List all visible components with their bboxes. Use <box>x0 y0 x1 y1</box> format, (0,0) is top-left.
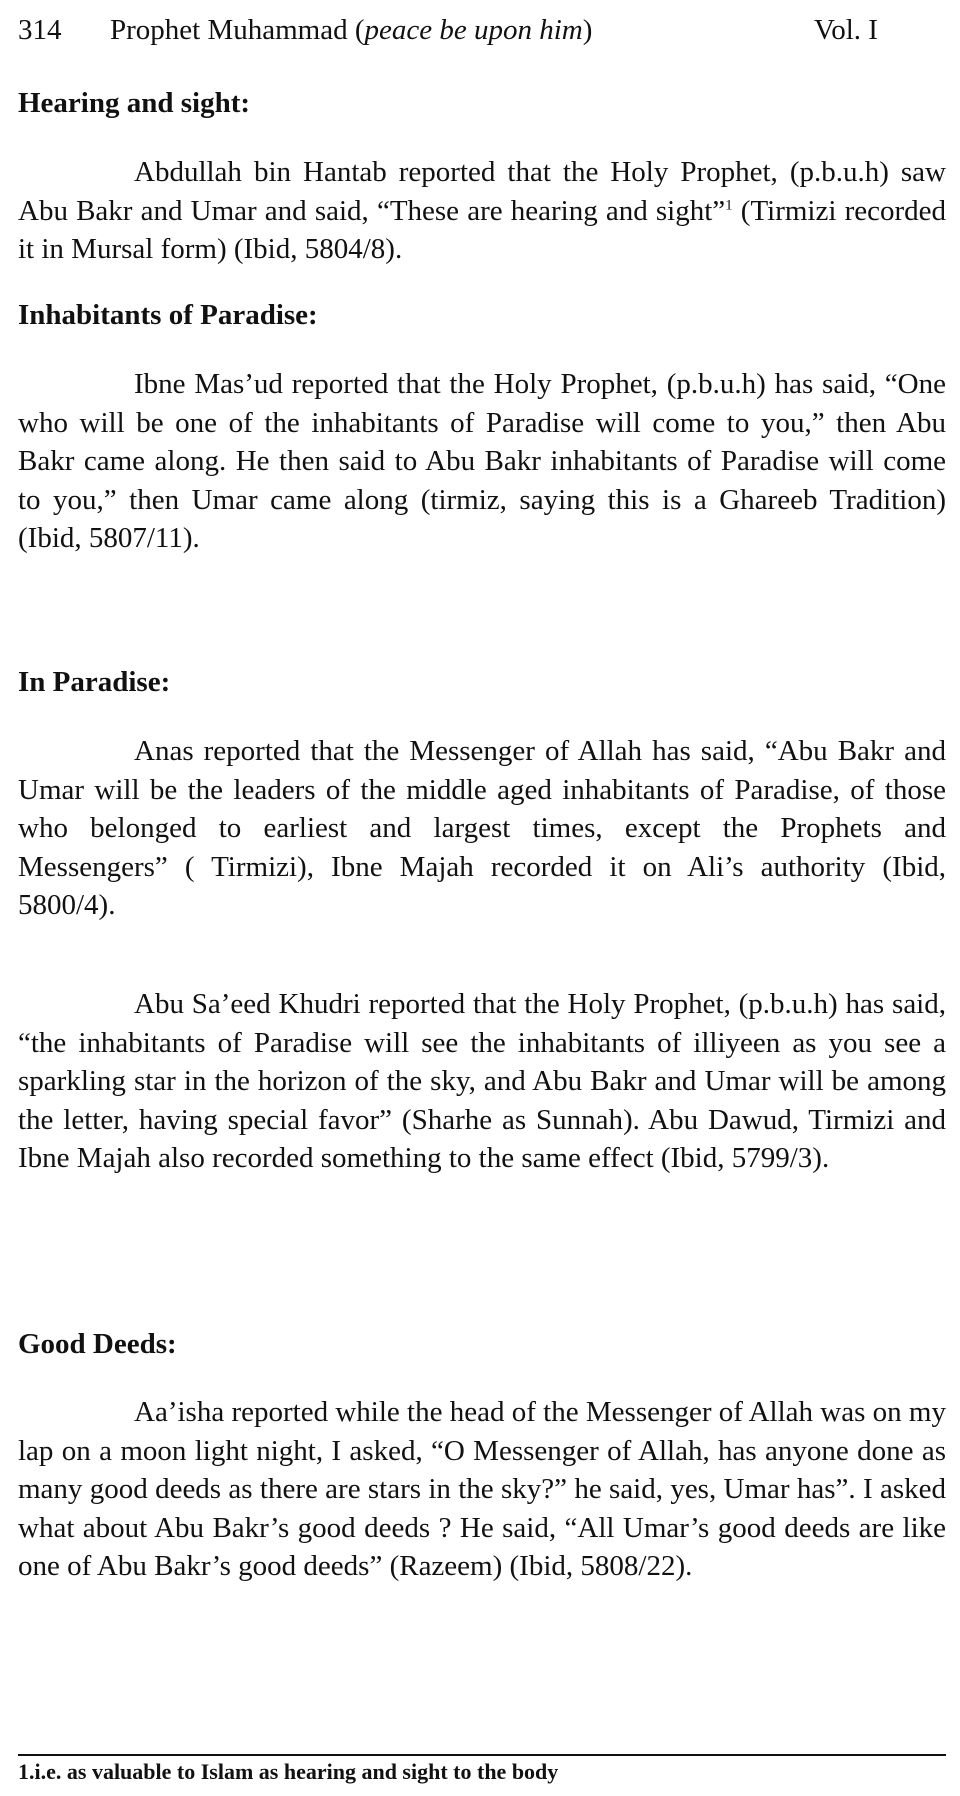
paragraph-in-paradise-anas: Anas reported that the Messenger of Allah has said, “Abu Bakr and Umar will be the leaders of the middle aged inhabitants of Paradise, of those who belonged to earliest and largest times, except the Prophets and Messengers” ( Tirmizi), Ibne Majah recorded it on Ali’s authority (Ibid, 5800/4). <box>18 735 946 922</box>
heading-inhabitants-of-paradise: Inhabitants of Paradise: <box>18 299 318 331</box>
paragraph-in-paradise-khudri: Abu Sa’eed Khudri reported that the Holy Prophet, (p.b.u.h) has said, “the inhabitants of Paradise will see the inhabitants of illiyeen as you see a sparkling star in the horizon of the sky, and Abu Bakr and Umar will be among the letter, having special favor” (Sharhe as Sunnah). Abu Dawud, Tirmizi and Ibne Majah also recorded something to the same effect (Ibid, 5799/3). <box>18 988 946 1175</box>
volume-label: Vol. I <box>814 14 878 46</box>
paragraph-inhabitants-of-paradise: Ibne Mas’ud reported that the Holy Prophet, (p.b.u.h) has said, “One who will be one of the inhabitants of Paradise will come to you,” then Abu Bakr came along. He then said to Abu Bakr inhabitants of Paradise will come to you,” then Umar came along (tirmiz, saying this is a Ghareeb Tradition) (Ibid, 5807/11). <box>18 368 946 555</box>
running-title <box>110 10 592 50</box>
paragraph-text-continued: (Tirmizi recorded it in Mursal form) (Ibid, 5804/8). <box>18 194 946 266</box>
footnote: 1.i.e. as valuable to Islam as hearing and sight to the body <box>18 1759 559 1784</box>
running-title-italic: peace be upon him <box>364 14 583 46</box>
footnote-reference[interactable]: 1 <box>725 196 733 213</box>
paragraph-text: Abdullah bin Hantab reported that the Holy Prophet, (p.b.u.h) saw Abu Bakr and Umar and said, “These are hearing and sight” <box>18 156 946 227</box>
heading-hearing-and-sight: Hearing and sight: <box>18 87 251 119</box>
heading-in-paradise: In Paradise: <box>18 666 171 698</box>
running-title-suffix: ) <box>582 14 593 46</box>
page-number: 314 <box>18 14 62 46</box>
paragraph-hearing-and-sight <box>18 153 946 269</box>
heading-good-deeds: Good Deeds: <box>18 1328 177 1360</box>
footnote-separator <box>18 1754 946 1756</box>
running-header <box>18 10 878 50</box>
paragraph-good-deeds: Aa’isha reported while the head of the Messenger of Allah was on my lap on a moon light night, I asked, “O Messenger of Allah, has anyone done as many good deeds as there are stars in the sky?” he said, yes, Umar has”. I asked what about Abu Bakr’s good deeds ? He said, “All Umar’s good deeds are like one of Abu Bakr’s good deeds” (Razeem) (Ibid, 5808/22). <box>18 1396 946 1583</box>
running-title-prefix: Prophet Muhammad ( <box>110 14 365 46</box>
